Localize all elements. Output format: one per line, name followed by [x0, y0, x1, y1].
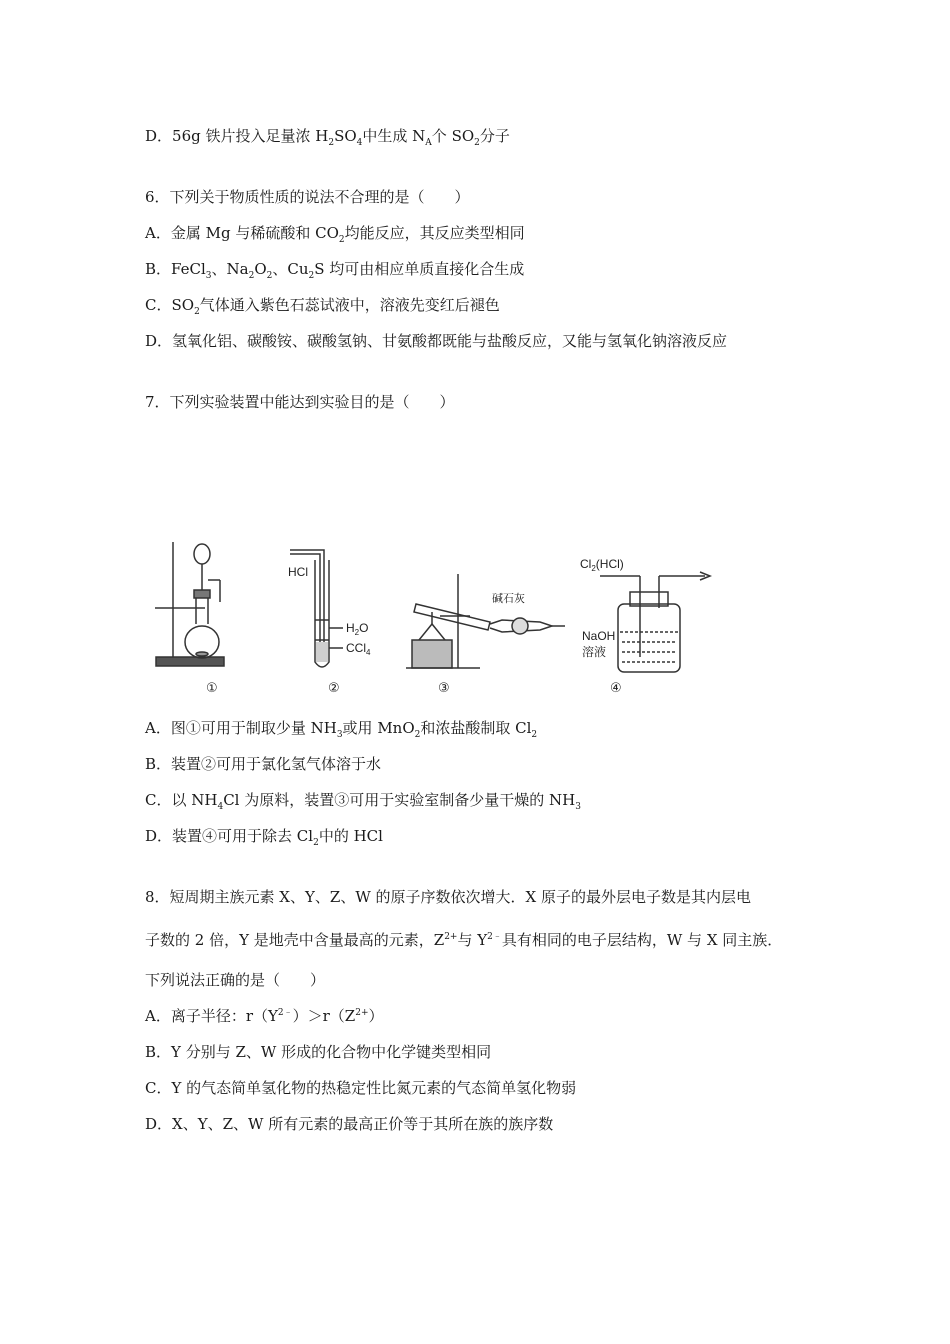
- label-naoh: NaOH: [582, 629, 616, 643]
- q8-stem-line2: 子数的 2 倍，Y 是地壳中含量最高的元素，$Z^{2+}$与 $Y^{2﹣}$具有相同的电子层结构，W 与 X 同主族．: [145, 931, 783, 949]
- q7-option-c: C．以 $NH_4Cl$ 为原料，装置③可用于实验室制备少量干燥的 $NH_3$: [145, 791, 581, 812]
- label-h2o: $H_2O$: [346, 621, 369, 637]
- label-hcl: HCl: [288, 565, 308, 579]
- label-4: ④: [610, 680, 622, 695]
- q7-option-d: D．装置④可用于除去 $Cl_2$中的 HCl: [145, 827, 383, 848]
- apparatus-figure: [140, 532, 730, 707]
- q6-option-d: D．氢氧化铝、碳酸铵、碳酸氢钠、甘氨酸都既能与盐酸反应，又能与氢氧化钠溶液反应: [145, 332, 728, 350]
- q8-stem-line3: 下列说法正确的是（ ）: [145, 971, 326, 989]
- q7-option-a: A．图①可用于制取少量 $NH_3$或用 MnO$_2$和浓盐酸制取 $Cl_2$: [145, 719, 538, 740]
- label-3: ③: [438, 680, 450, 695]
- label-gas: $Cl_2(HCl)$: [580, 557, 624, 573]
- label-1: ①: [206, 680, 218, 695]
- q6-option-a: A．金属 Mg 与稀硫酸和 $CO_2$均能反应，其反应类型相同: [145, 224, 525, 245]
- q5-option-d: D．56g 铁片投入足量浓 $H_2SO_4$中生成 $N_A$个 $SO_2$分子: [145, 127, 510, 148]
- q8-stem-line1: 8．短周期主族元素 X、Y、Z、W 的原子序数依次增大．X 原子的最外层电子数是其内层电: [145, 888, 751, 906]
- label-ccl4: CCl$_4$: [346, 641, 371, 657]
- q8-option-a: A．离子半径：$r(Y^{2﹣})>r(Z^{2+})$: [145, 1007, 384, 1025]
- q8-option-b: B．Y 分别与 Z、W 形成的化合物中化学键类型相同: [145, 1043, 492, 1061]
- q6-option-b: B．FeCl$_3$、$Na_2O_2$、$Cu_2S$ 均可由相应单质直接化合生成: [145, 260, 525, 281]
- label-soda-lime: 碱石灰: [492, 593, 525, 605]
- q6-stem: 6．下列关于物质性质的说法不合理的是（ ）: [145, 188, 470, 206]
- apparatus-4-wash-bottle: [600, 572, 710, 672]
- q7-stem: 7．下列实验装置中能达到实验目的是（ ）: [145, 393, 455, 411]
- apparatus-3-heating-setup: [406, 574, 565, 668]
- q8-option-c: C．Y 的气态简单氢化物的热稳定性比氮元素的气态简单氢化物弱: [145, 1079, 577, 1097]
- label-2: ②: [328, 680, 340, 695]
- q6-option-c: C．$SO_2$气体通入紫色石蕊试液中，溶液先变红后褪色: [145, 296, 500, 317]
- q7-option-b: B．装置②可用于氯化氢气体溶于水: [145, 755, 382, 773]
- q8-option-d: D．X、Y、Z、W 所有元素的最高正价等于其所在族的族序数: [145, 1115, 554, 1133]
- apparatus-1-flask-stand: [155, 542, 224, 666]
- label-solution: 溶液: [582, 645, 607, 659]
